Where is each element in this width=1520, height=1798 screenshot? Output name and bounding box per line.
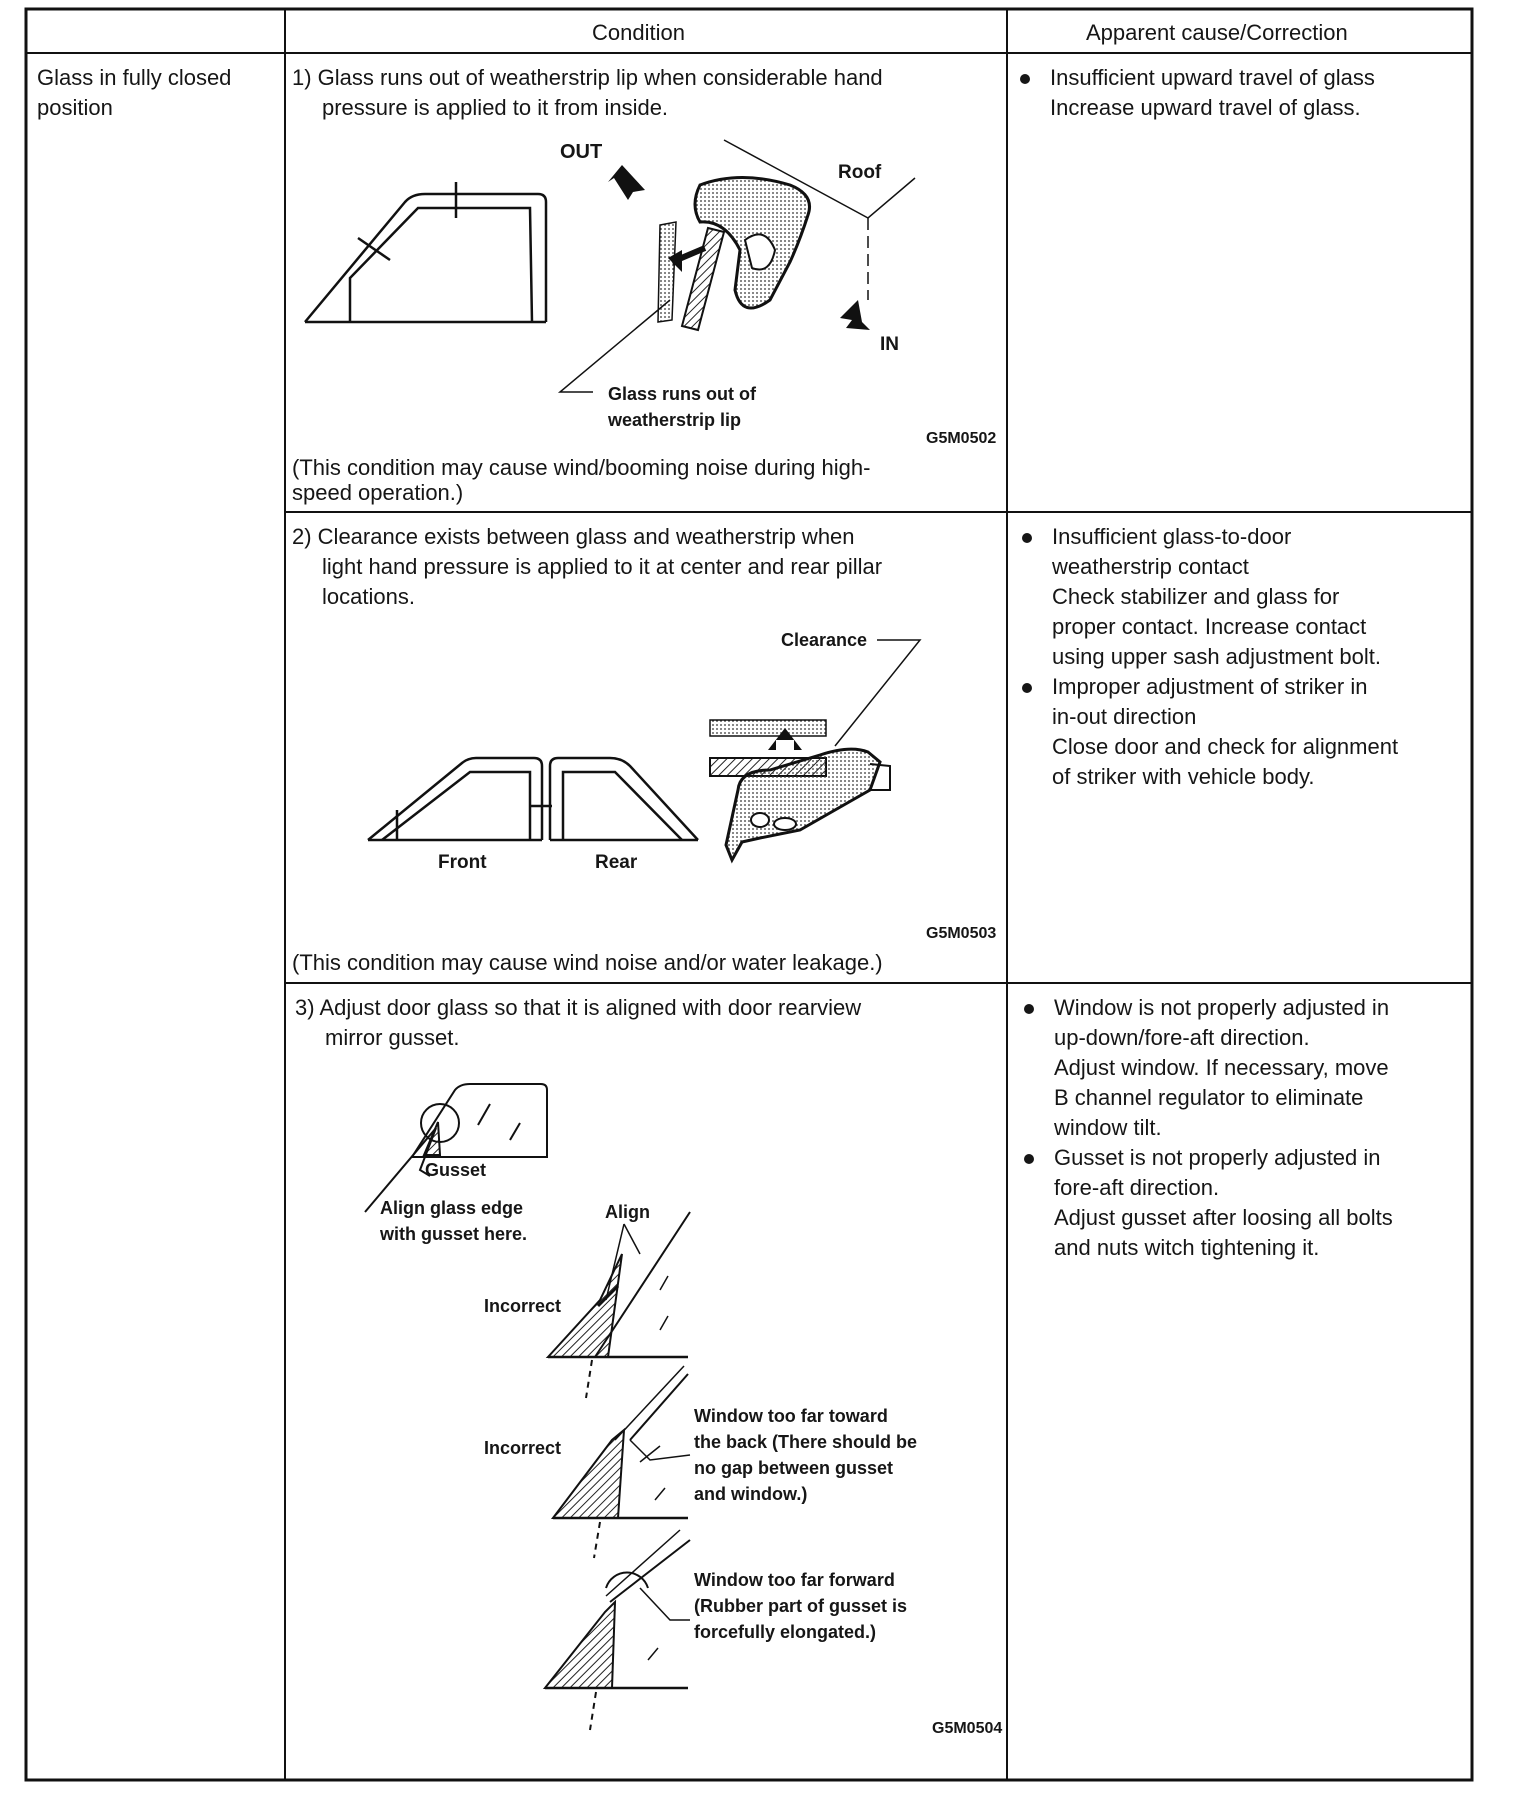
label-too-fwd-2: (Rubber part of gusset is — [694, 1596, 908, 1616]
cause-1a-line-2: Increase upward travel of glass. — [1050, 95, 1361, 120]
cause-3a-line-1: Window is not properly adjusted in — [1054, 995, 1390, 1020]
symptom-line-2: position — [37, 95, 113, 120]
cause-bullet — [1024, 1154, 1034, 1164]
mirror-gusset-view — [365, 1084, 547, 1212]
cause-bullet — [1024, 1004, 1034, 1014]
figure-g5m0503 — [368, 630, 920, 873]
label-glass-runs-2: weatherstrip lip — [608, 410, 742, 430]
figure-code-2: G5M0503 — [926, 925, 997, 942]
cause-2a-line-4: proper contact. Increase contact — [1052, 614, 1367, 639]
cause-3a-line-3: Adjust window. If necessary, move — [1054, 1055, 1389, 1080]
cause-3a-line-5: window tilt. — [1054, 1115, 1162, 1140]
label-incorrect-2: Incorrect — [484, 1438, 562, 1458]
condition-3-line-2: mirror gusset. — [325, 1025, 460, 1050]
label-out: OUT — [560, 141, 603, 163]
symptom-line-1: Glass in fully closed — [37, 65, 232, 90]
cause-bullet — [1020, 74, 1030, 84]
header-condition: Condition — [592, 20, 685, 45]
leader-clearance — [835, 640, 920, 746]
cause-3b-line-2: fore-aft direction. — [1054, 1175, 1220, 1200]
condition-1-line-2: pressure is applied to it from inside. — [322, 95, 669, 120]
condition-1-line-1: 1) Glass runs out of weatherstrip lip when considerable hand — [292, 65, 883, 90]
label-too-fwd-3: forcefully elongated.) — [694, 1622, 877, 1642]
condition-2-line-2: light hand pressure is applied to it at center and rear pillar — [322, 554, 883, 579]
condition-2-line-1: 2) Clearance exists between glass and weatherstrip when — [292, 524, 855, 549]
label-rear: Rear — [595, 852, 638, 873]
arrow-out — [608, 165, 645, 200]
cause-3b-line-3: Adjust gusset after loosing all bolts — [1054, 1205, 1393, 1230]
figure-g5m0502 — [305, 140, 915, 430]
figure-code-1: G5M0502 — [926, 430, 997, 447]
label-incorrect-1: Incorrect — [484, 1296, 562, 1316]
label-glass-runs-1: Glass runs out of — [608, 384, 757, 404]
cause-2b-line-3: Close door and check for alignment — [1052, 734, 1399, 759]
figure-code-3: G5M0504 — [932, 1720, 1003, 1737]
label-clearance: Clearance — [781, 630, 868, 650]
cause-3a-line-4: B channel regulator to eliminate — [1054, 1085, 1364, 1110]
label-too-back-4: and window.) — [694, 1484, 808, 1504]
cause-2a-line-2: weatherstrip contact — [1052, 554, 1249, 579]
label-front: Front — [438, 852, 487, 873]
cause-3b-line-1: Gusset is not properly adjusted in — [1054, 1145, 1381, 1170]
door-window-outline — [305, 182, 546, 322]
weatherstrip-section — [658, 178, 810, 331]
label-roof: Roof — [838, 162, 882, 183]
diagram-incorrect-1 — [548, 1212, 690, 1398]
diagram-incorrect-2 — [553, 1366, 690, 1558]
note-1-line-2: speed operation.) — [292, 480, 464, 505]
cause-2b-line-2: in-out direction — [1052, 704, 1197, 729]
note-2-line-1: (This condition may cause wind noise and/or water leakage.) — [292, 950, 883, 975]
cause-2a-line-5: using upper sash adjustment bolt. — [1052, 644, 1381, 669]
condition-3-line-1: 3) Adjust door glass so that it is aligned with door rearview — [295, 995, 862, 1020]
cause-3b-line-4: and nuts witch tightening it. — [1054, 1235, 1320, 1260]
label-gusset: Gusset — [425, 1160, 487, 1180]
label-too-fwd-1: Window too far forward — [694, 1570, 895, 1590]
note-1-line-1: (This condition may cause wind/booming noise during high- — [292, 455, 871, 480]
header-apparent-cause: Apparent cause/Correction — [1086, 20, 1348, 45]
arrow-in — [840, 300, 870, 330]
clearance-section — [710, 720, 890, 860]
cause-2a-line-1: Insufficient glass-to-door — [1052, 524, 1292, 549]
label-too-back-1: Window too far toward — [694, 1406, 888, 1426]
cause-1a-line-1: Insufficient upward travel of glass — [1050, 65, 1375, 90]
label-too-back-3: no gap between gusset — [694, 1458, 894, 1478]
label-align: Align — [605, 1202, 650, 1222]
label-in: IN — [880, 334, 899, 355]
label-too-back-2: the back (There should be — [694, 1432, 918, 1452]
cause-2b-line-1: Improper adjustment of striker in — [1052, 674, 1368, 699]
figure-g5m0504 — [365, 1084, 917, 1730]
cause-bullet — [1022, 533, 1032, 543]
cause-3a-line-2: up-down/fore-aft direction. — [1054, 1025, 1310, 1050]
leader-glass-runs — [560, 300, 670, 392]
label-align-edge-2: with gusset here. — [380, 1224, 528, 1244]
label-align-edge-1: Align glass edge — [380, 1198, 524, 1218]
cause-2a-line-3: Check stabilizer and glass for — [1052, 584, 1340, 609]
cause-bullet — [1022, 683, 1032, 693]
front-rear-windows — [368, 758, 698, 840]
condition-2-line-3: locations. — [322, 584, 415, 609]
cause-2b-line-4: of striker with vehicle body. — [1052, 764, 1315, 789]
diagram-correct-forward — [545, 1530, 690, 1730]
